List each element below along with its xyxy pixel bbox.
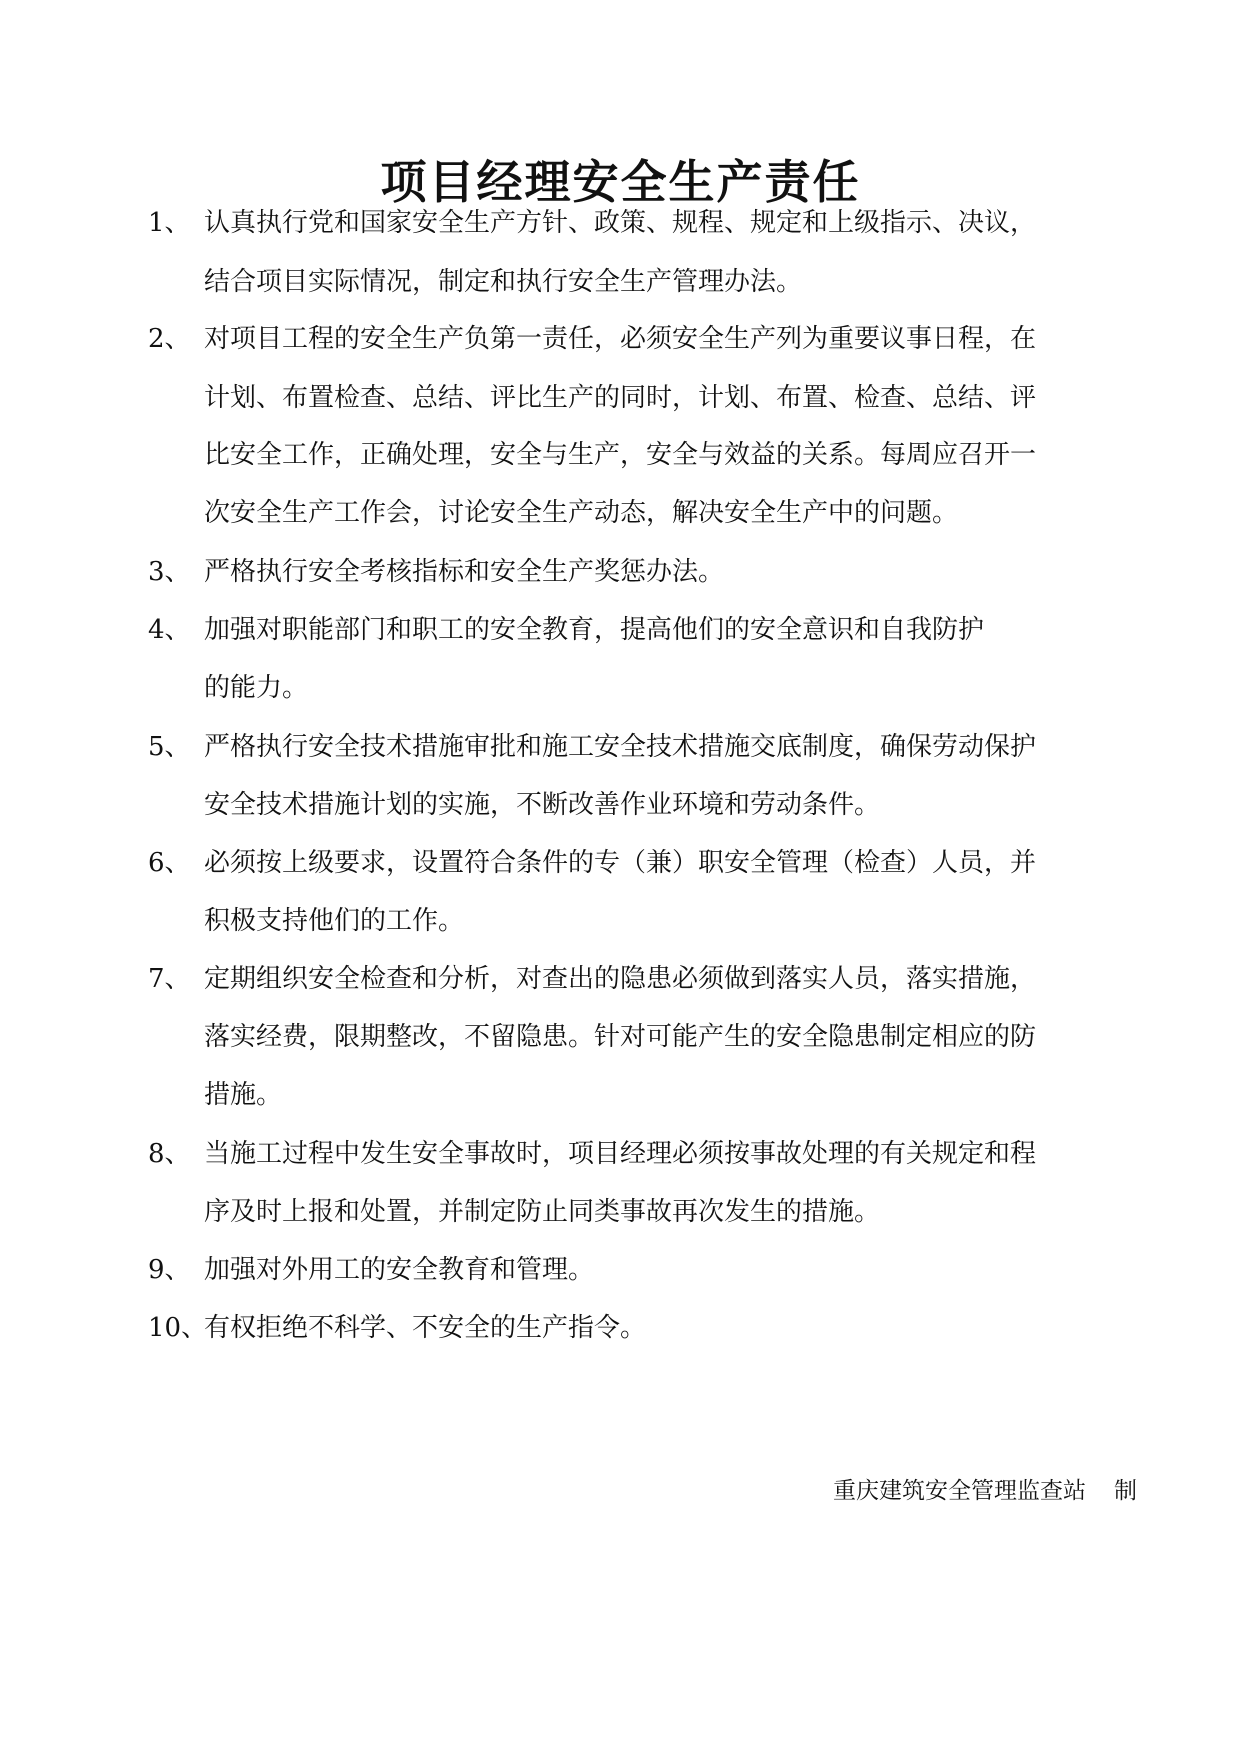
item-number: 2、 [148, 324, 191, 354]
item-number: 10、 [148, 1313, 208, 1343]
issuer-name: 重庆建筑安全管理监查站 [833, 1478, 1086, 1504]
item-number: 5、 [148, 732, 191, 762]
item-text-line: 比安全工作，正确处理，安全与生产，安全与效益的关系。每周应召开一 [204, 440, 1037, 470]
item-text-line: 积极支持他们的工作。 [204, 906, 465, 936]
item-text-line: 对项目工程的安全生产负第一责任，必须安全生产列为重要议事日程，在 [204, 324, 1037, 354]
item-text-line: 严格执行安全考核指标和安全生产奖惩办法。 [204, 557, 725, 587]
item-text-line: 次安全生产工作会，讨论安全生产动态，解决安全生产中的问题。 [204, 498, 959, 528]
item-number: 3、 [148, 557, 191, 587]
item-text-line: 严格执行安全技术措施审批和施工安全技术措施交底制度，确保劳动保护 [204, 732, 1037, 762]
item-text-line: 认真执行党和国家安全生产方针、政策、规程、规定和上级指示、决议， [204, 208, 1037, 238]
item-text-line: 定期组织安全检查和分析，对查出的隐患必须做到落实人员，落实措施， [204, 964, 1037, 994]
item-text-line: 必须按上级要求，设置符合条件的专（兼）职安全管理（检查）人员，并 [204, 848, 1037, 878]
item-text-line: 结合项目实际情况，制定和执行安全生产管理办法。 [204, 267, 803, 297]
item-text-line: 措施。 [204, 1080, 283, 1110]
item-number: 6、 [148, 848, 191, 878]
item-number: 1、 [148, 208, 191, 238]
item-number: 4、 [148, 615, 191, 645]
item-text-line: 安全技术措施计划的实施，不断改善作业环境和劳动条件。 [204, 790, 881, 820]
item-text-line: 的能力。 [204, 673, 309, 703]
item-number: 7、 [148, 964, 191, 994]
item-number: 8、 [148, 1139, 191, 1169]
item-text-line: 当施工过程中发生安全事故时，项目经理必须按事故处理的有关规定和程 [204, 1139, 1037, 1169]
document-title: 项目经理安全生产责任 [380, 155, 861, 209]
item-text-line: 落实经费，限期整改，不留隐患。针对可能产生的安全隐患制定相应的防 [204, 1022, 1037, 1052]
item-number: 9、 [148, 1255, 191, 1285]
issuer-suffix: 制 [1114, 1478, 1137, 1504]
item-text-line: 计划、布置检查、总结、评比生产的同时，计划、布置、检查、总结、评 [204, 383, 1037, 413]
item-text-line: 序及时上报和处置，并制定防止同类事故再次发生的措施。 [204, 1197, 881, 1227]
item-text-line: 加强对外用工的安全教育和管理。 [204, 1255, 595, 1285]
item-text-line: 加强对职能部门和职工的安全教育，提高他们的安全意识和自我防护 [204, 615, 985, 645]
item-text-line: 有权拒绝不科学、不安全的生产指令。 [204, 1313, 647, 1343]
issuer-footer [833, 1476, 1137, 1506]
